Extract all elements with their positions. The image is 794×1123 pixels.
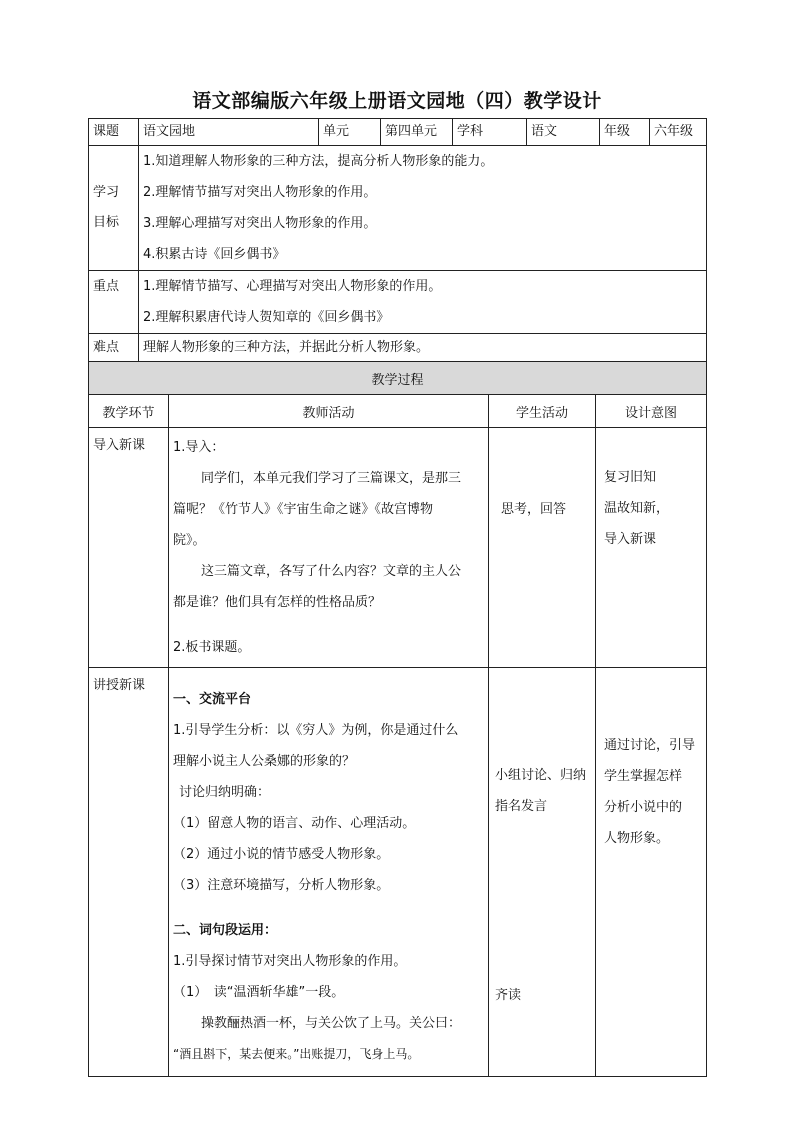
topic-label: 课题 (89, 119, 139, 146)
goal-item: 4.积累古诗《回乡偶书》 (143, 247, 286, 262)
goals-row (89, 146, 707, 271)
difficulty-label: 难点 (89, 334, 139, 363)
difficulty-content: 理解人物形象的三种方法，并据此分析人物形象。 (139, 334, 707, 363)
grade-label: 年级 (600, 119, 650, 146)
key-points-content (139, 271, 707, 334)
document-title: 语文部编版六年级上册语文园地（四）教学设计 (192, 90, 602, 112)
new-lesson-row (89, 668, 707, 1077)
topic-value: 语文园地 (139, 119, 319, 146)
lesson-info-table (88, 118, 707, 363)
design-intent-intro: 复习旧知 温故知新， 导入新课 (596, 428, 707, 668)
goal-item: 1.知道理解人物形象的三种方法，提高分析人物形象的能力。 (143, 154, 494, 169)
key-label: 重点 (89, 271, 139, 334)
teacher-activity-intro: 1.导入： 同学们，本单元我们学习了三篇课文，是那三 篇呢？《竹节人》《宇宙生命之谜》《故宫博物 院》。 这三篇文章，各写了什么内容？文章的主人公 都是谁？他们具有怎样的性格品质？ 2.板书课题。 (169, 428, 489, 668)
student-activity-new-lesson: 小组讨论、归纳 指名发言 齐读 (489, 668, 596, 1077)
info-header-row (89, 119, 707, 146)
intro-row (89, 428, 707, 668)
grade-value: 六年级 (650, 119, 707, 146)
unit-value: 第四单元 (381, 119, 453, 146)
goal-item: 2.理解情节描写对突出人物形象的作用。 (143, 185, 377, 200)
col-header-teacher: 教师活动 (169, 395, 489, 428)
design-intent-new-lesson: 通过讨论，引导 学生掌握怎样 分析小说中的 人物形象。 (596, 668, 707, 1077)
key-point-item: 1.理解情节描写、心理描写对突出人物形象的作用。 (143, 279, 442, 294)
section-title: 教学过程 (89, 362, 707, 395)
difficulty-row (89, 334, 707, 363)
stage-new-lesson: 讲授新课 (89, 668, 169, 1077)
subject-value: 语文 (527, 119, 600, 146)
section-bar-row (89, 362, 707, 395)
goals-content (139, 146, 707, 271)
stage-intro: 导入新课 (89, 428, 169, 668)
goal-item: 3.理解心理描写对突出人物形象的作用。 (143, 216, 377, 231)
col-header-intent: 设计意图 (596, 395, 707, 428)
teacher-activity-new-lesson: 一、交流平台 1.引导学生分析：以《穷人》为例，你是通过什么 理解小说主人公桑娜的形象的？ 讨论归纳明确： （1）留意人物的语言、动作、心理活动。 （2）通过小说的情节感受人物形象。 （3）注意环境描写，分析人物形象。 二、词句段运用： 1.引导探讨情节对突出人物形象的作用。 （1） 读“温酒斩华雄”一段。 操教酾热酒一杯，与关公饮了上马。关公曰： “酒且斟下，某去便来。”出账提刀，飞身上马。 (169, 668, 489, 1077)
key-points-row (89, 271, 707, 334)
student-activity-intro: 思考，回答 (489, 428, 596, 668)
teaching-process-table (88, 361, 707, 1077)
key-point-item: 2.理解积累唐代诗人贺知章的《回乡偶书》 (143, 310, 390, 325)
goals-label: 学习 目标 (89, 146, 139, 271)
col-header-student: 学生活动 (489, 395, 596, 428)
column-header-row (89, 395, 707, 428)
col-header-stage: 教学环节 (89, 395, 169, 428)
unit-label: 单元 (319, 119, 381, 146)
subject-label: 学科 (453, 119, 527, 146)
